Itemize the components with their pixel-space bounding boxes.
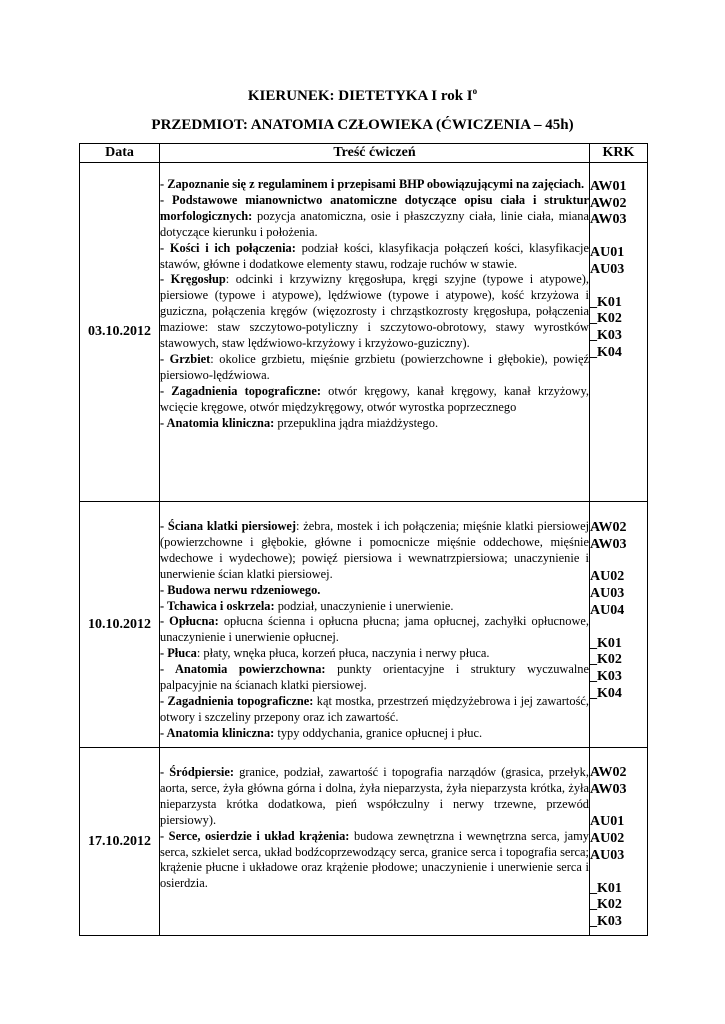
krk-code: AW03: [590, 781, 627, 797]
krk-group: [590, 765, 647, 798]
topic-item: [160, 416, 589, 432]
krk-code: AU01: [590, 814, 625, 830]
krk-group: [590, 295, 647, 362]
topic-label: - Płuca: [160, 646, 197, 661]
topic-label: - Tchawica i oskrzela:: [160, 598, 275, 613]
topic-item: [160, 177, 589, 193]
krk-codes: [590, 502, 648, 748]
table-row: [80, 163, 648, 502]
krk-code: AW02: [590, 520, 627, 535]
session-date: 10.10.2012: [80, 502, 160, 748]
table-row: [80, 748, 648, 936]
topic-text: otwór kręgowy, kanał kręgowy, kanał krzyżowy, wcięcie kręgowe, otwór międzykręgowy, otwór wyrostka poprzecznego: [160, 383, 589, 414]
topic-text: : płaty, wnęka płuca, korzeń płuca, naczynia i nerwy płuca.: [196, 646, 490, 661]
topic-text: podział, unaczynienie i unerwienie.: [274, 598, 454, 613]
session-date: 17.10.2012: [80, 748, 160, 936]
topic-item: [160, 829, 589, 893]
topic-item: [160, 272, 589, 352]
krk-group: [590, 569, 647, 619]
krk-code: _K01: [590, 635, 622, 651]
krk-code: AU03: [590, 586, 625, 602]
krk-code: AW02: [590, 765, 627, 780]
course-heading: KIERUNEK: DIETETYKA I rok $I^o$: [247, 86, 478, 104]
krk-group: [590, 520, 647, 553]
header-krk: KRK: [590, 144, 648, 163]
krk-group: [590, 636, 647, 703]
topic-item: [160, 662, 589, 694]
topic-label: - Budowa nerwu rdzeniowego.: [160, 582, 321, 597]
krk-codes: [590, 748, 648, 936]
topic-text: punkty orientacyjne i struktury wyczuwalne palpacyjnie na ścianach klatki piersiowej.: [160, 662, 589, 693]
krk-group: [590, 814, 647, 864]
krk-group: [590, 245, 647, 278]
topic-label: - Podstawowe mianownictwo anatomiczne dotyczące opisu ciała i struktur morfologicznych:: [160, 192, 589, 223]
krk-code: AU04: [590, 602, 625, 618]
topic-label: - Zapoznanie się z regulaminem i przepisami BHP obowiązującymi na zajęciach.: [160, 177, 585, 191]
krk-code: _K01: [590, 880, 622, 896]
topic-label: - Śródpiersie:: [160, 765, 234, 779]
krk-code: AU02: [590, 569, 625, 585]
krk-code: AW01: [590, 179, 627, 194]
header-content: Treść ćwiczeń: [160, 144, 590, 163]
topic-item: [160, 583, 589, 599]
topic-label: - Anatomia powierzchowna:: [160, 662, 326, 677]
topic-text: podział kości, klasyfikacja połączeń kości, klasyfikacje stawów, główne i dodatkowe elementy stawu, rodzaje ruchów w stawie.: [160, 240, 589, 271]
topic-text: pozycja anatomiczna, osie i płaszczyzny ciała, linie ciała, miana dotyczące kierunku i położenia.: [160, 208, 589, 239]
topic-text: typy oddychania, granice opłucnej i płuc.: [274, 725, 483, 740]
subject-heading: PRZEDMIOT: ANATOMIA CZŁOWIEKA (ĆWICZENIA – 45h): [151, 117, 574, 133]
session-date: 03.10.2012: [80, 163, 160, 502]
krk-code: _K04: [590, 685, 622, 701]
table-row: [80, 502, 648, 748]
krk-code: AU03: [590, 847, 625, 863]
table-header-row: [80, 144, 648, 163]
topic-item: [160, 599, 589, 615]
krk-code: _K03: [590, 327, 622, 343]
topic-item: [160, 726, 589, 742]
topic-text: : odcinki i krzywizny kręgosłupa, kręgi szyjne (typowe i atypowe), piersiowe (typowe i atypowe), lędźwiowe (typowe i atypowe), kość krzyżowa i guziczna, połączenia kręgów (więzozrosty i chrząstkozrosty kręgosłupa, połączenia maziowe: staw szczytowo-potyliczny i szczytowo-obrotowy, stawy wyrostków stawowych, staw lędźwiowo-krzyżowy i krzyżowo-guziczny).: [160, 272, 589, 351]
krk-code: AW03: [590, 212, 627, 228]
krk-code: AW02: [590, 195, 627, 211]
topic-item: [160, 646, 589, 662]
krk-code: AU03: [590, 261, 625, 277]
topic-item: [160, 193, 589, 241]
krk-code: AU02: [590, 831, 625, 847]
topic-label: - Anatomia kliniczna:: [160, 415, 275, 430]
topic-label: - Opłucna:: [160, 614, 219, 629]
session-content: [160, 163, 590, 502]
topic-item: [160, 384, 589, 416]
topic-text: kąt mostka, przestrzeń międzyżebrowa i jej zawartość, otwory i szczeliny przepony oraz ich zawartość.: [160, 693, 589, 724]
topic-text: przepuklina jądra miażdżystego.: [274, 415, 439, 430]
topic-label: - Kości i ich połączenia:: [160, 240, 296, 255]
krk-code: AW03: [590, 536, 627, 552]
krk-codes: [590, 163, 648, 502]
session-content: [160, 748, 590, 936]
krk-code: _K03: [590, 913, 622, 929]
topic-text: : żebra, mostek i ich połączenia; mięśnie klatki piersiowej (powierzchowne i głębokie, główne i pomocnicze mięśnie oddechowe, mięśnie wdechowe i wydechowe); powięź piersiowa i wewnatrzpiersiowa; unaczynienie i unerwienie ścian klatki piersiowej.: [160, 519, 590, 581]
krk-code: _K02: [590, 652, 622, 668]
topic-item: [160, 694, 589, 726]
topic-item: [160, 614, 589, 646]
topic-item: [160, 519, 589, 583]
krk-group: [590, 179, 647, 229]
topic-label: - Zagadnienia topograficzne:: [160, 383, 321, 398]
krk-group: [590, 881, 647, 931]
header-date: Data: [80, 144, 160, 163]
topic-text: budowa zewnętrzna i wewnętrzna serca, jamy serca, szkielet serca, układ bodźcoprzewodzący serca, granice serca i topografia serca; krążenie płucne i układowe oraz krążenie płodowe; unaczynienie i unerwienie serca i osierdzia.: [160, 828, 589, 891]
topic-item: [160, 765, 589, 829]
topic-item: [160, 352, 589, 384]
topic-text: opłucna ścienna i opłucna płucna; jama opłucnej, zachyłki opłucnowe, unaczynienie i unerwienie opłucnej.: [160, 614, 589, 645]
topic-text: granice, podział, zawartość i topografia narządów (grasica, przełyk, aorta, serce, żyła główna górna i dolna, żyła nieparzysta, żyła nieparzysta krótka, żyła nieparzysta krótka dodatkowa, pień współczulny i nerwy trzewne, przewód piersiowy).: [160, 765, 589, 827]
topic-item: [160, 241, 589, 273]
topic-label: - Serce, osierdzie i układ krążenia:: [160, 828, 350, 843]
topic-label: - Grzbiet: [160, 351, 211, 366]
krk-code: _K01: [590, 294, 622, 310]
topic-label: - Ściana klatki piersiowej: [160, 519, 297, 533]
krk-code: _K03: [590, 668, 622, 684]
topic-label: - Zagadnienia topograficzne:: [160, 693, 314, 708]
session-content: [160, 502, 590, 748]
schedule-table: [79, 143, 648, 936]
topic-text: : okolice grzbietu, mięśnie grzbietu (powierzchowne i głębokie), powięź piersiowo-lędźwiowa.: [160, 351, 589, 382]
krk-code: _K02: [590, 897, 622, 913]
topic-label: - Anatomia kliniczna:: [160, 725, 275, 740]
krk-code: _K04: [590, 344, 622, 360]
krk-code: _K02: [590, 311, 622, 327]
topic-label: - Kręgosłup: [160, 272, 226, 287]
krk-code: AU01: [590, 245, 625, 261]
